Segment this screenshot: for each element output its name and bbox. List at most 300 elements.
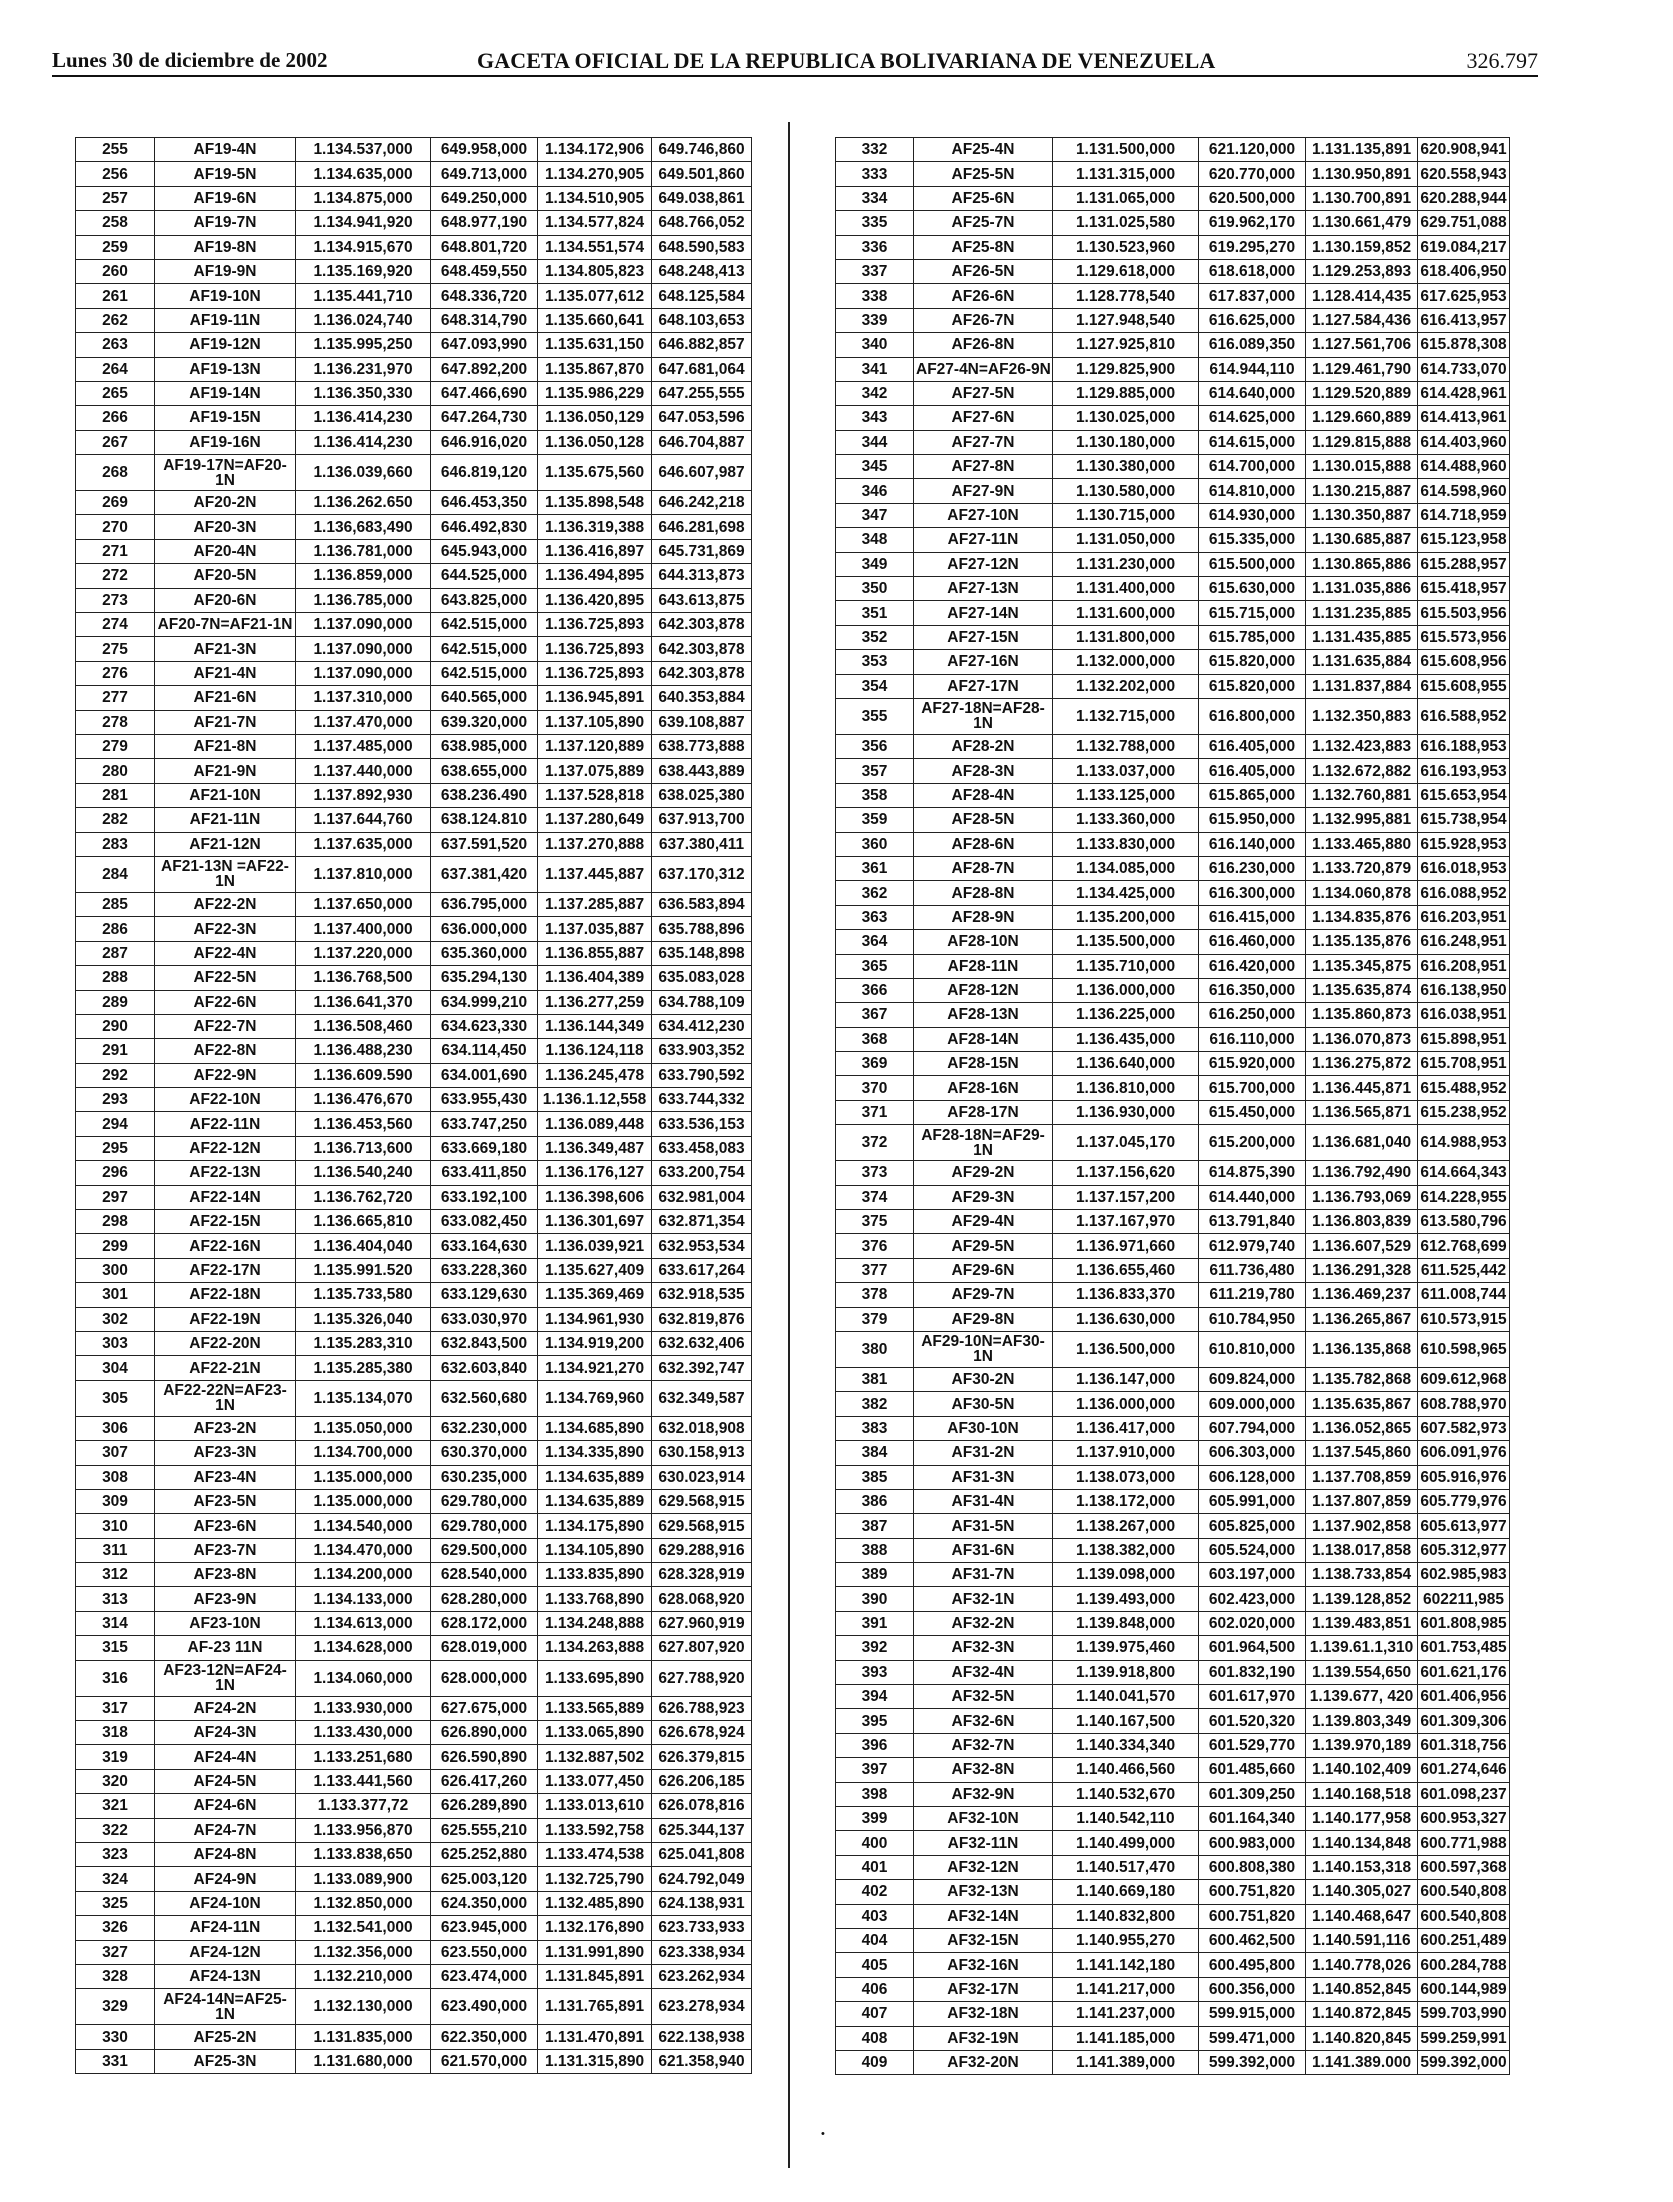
coord-east-converted-cell: 629.288,916 bbox=[652, 1538, 752, 1562]
coord-east-converted-cell: 614.428,961 bbox=[1418, 381, 1510, 405]
coord-north-converted-cell: 1.138.017,858 bbox=[1306, 1538, 1418, 1562]
coord-east-cell: 620.770,000 bbox=[1199, 162, 1306, 186]
coord-north-converted-cell: 1.136.445,871 bbox=[1306, 1076, 1418, 1100]
vertex-name-cell: AF28-18N=AF29-1N bbox=[914, 1125, 1053, 1161]
coord-north-converted-cell: 1.134.577,824 bbox=[538, 211, 652, 235]
vertex-name-cell: AF22-16N bbox=[155, 1234, 296, 1258]
coord-east-converted-cell: 616.188,953 bbox=[1418, 734, 1510, 758]
table-row bbox=[76, 832, 752, 856]
table-row bbox=[836, 552, 1510, 576]
row-number-cell: 341 bbox=[836, 357, 914, 381]
coord-east-converted-cell: 614.598,960 bbox=[1418, 479, 1510, 503]
coord-north-cell: 1.130.523,960 bbox=[1053, 235, 1199, 259]
row-number-cell: 376 bbox=[836, 1234, 914, 1258]
row-number-cell: 294 bbox=[76, 1112, 155, 1136]
coord-east-converted-cell: 633.617,264 bbox=[652, 1258, 752, 1282]
coord-east-converted-cell: 601.753,485 bbox=[1418, 1636, 1510, 1660]
coord-north-converted-cell: 1.140.872,845 bbox=[1306, 2002, 1418, 2026]
coord-east-converted-cell: 605.613,977 bbox=[1418, 1514, 1510, 1538]
table-row bbox=[76, 1818, 752, 1842]
row-number-cell: 311 bbox=[76, 1538, 155, 1562]
coord-north-converted-cell: 1.135.867,870 bbox=[538, 357, 652, 381]
coord-east-cell: 624.350,000 bbox=[431, 1891, 538, 1915]
coord-north-converted-cell: 1.140.852,845 bbox=[1306, 1977, 1418, 2001]
vertex-name-cell: AF31-6N bbox=[914, 1538, 1053, 1562]
coord-east-converted-cell: 626.206,185 bbox=[652, 1769, 752, 1793]
row-number-cell: 308 bbox=[76, 1465, 155, 1489]
coord-north-cell: 1.131.050,000 bbox=[1053, 528, 1199, 552]
coord-north-cell: 1.138.172,000 bbox=[1053, 1489, 1199, 1513]
coord-north-cell: 1.132.850,000 bbox=[296, 1891, 431, 1915]
coord-east-converted-cell: 632.018,908 bbox=[652, 1416, 752, 1440]
coord-east-cell: 616.250,000 bbox=[1199, 1003, 1306, 1027]
row-number-cell: 393 bbox=[836, 1660, 914, 1684]
table-row bbox=[76, 515, 752, 539]
row-number-cell: 263 bbox=[76, 333, 155, 357]
coord-north-cell: 1.136.630,000 bbox=[1053, 1307, 1199, 1331]
row-number-cell: 361 bbox=[836, 856, 914, 880]
coord-north-cell: 1.139.975,460 bbox=[1053, 1636, 1199, 1660]
coord-east-cell: 623.550,000 bbox=[431, 1940, 538, 1964]
coord-east-converted-cell: 601.621,176 bbox=[1418, 1660, 1510, 1684]
coord-north-cell: 1.131.800,000 bbox=[1053, 625, 1199, 649]
coord-east-cell: 605.825,000 bbox=[1199, 1514, 1306, 1538]
row-number-cell: 398 bbox=[836, 1782, 914, 1806]
coord-north-cell: 1.130.380,000 bbox=[1053, 455, 1199, 479]
coord-north-converted-cell: 1.129.253,893 bbox=[1306, 259, 1418, 283]
coord-east-cell: 607.794,000 bbox=[1199, 1416, 1306, 1440]
vertex-name-cell: AF23-7N bbox=[155, 1538, 296, 1562]
coord-east-converted-cell: 623.338,934 bbox=[652, 1940, 752, 1964]
coord-north-converted-cell: 1.134.263,888 bbox=[538, 1636, 652, 1660]
coord-east-cell: 646.492,830 bbox=[431, 515, 538, 539]
row-number-cell: 352 bbox=[836, 625, 914, 649]
coord-east-converted-cell: 643.613,875 bbox=[652, 588, 752, 612]
coord-north-converted-cell: 1.136.398,606 bbox=[538, 1185, 652, 1209]
coord-east-converted-cell: 601.098,237 bbox=[1418, 1782, 1510, 1806]
coord-north-converted-cell: 1.132.672,882 bbox=[1306, 759, 1418, 783]
coord-east-converted-cell: 600.144,989 bbox=[1418, 1977, 1510, 2001]
vertex-name-cell: AF22-19N bbox=[155, 1307, 296, 1331]
coord-east-converted-cell: 629.568,915 bbox=[652, 1489, 752, 1513]
vertex-name-cell: AF28-11N bbox=[914, 954, 1053, 978]
header-date: Lunes 30 de diciembre de 2002 bbox=[52, 48, 328, 72]
coord-east-converted-cell: 646.281,698 bbox=[652, 515, 752, 539]
coord-north-converted-cell: 1.130.015,888 bbox=[1306, 455, 1418, 479]
table-row bbox=[76, 1380, 752, 1416]
coord-north-cell: 1.139.493,000 bbox=[1053, 1587, 1199, 1611]
coord-east-converted-cell: 625.344,137 bbox=[652, 1818, 752, 1842]
coord-north-converted-cell: 1.131.035,886 bbox=[1306, 577, 1418, 601]
coord-north-cell: 1.140.542,110 bbox=[1053, 1807, 1199, 1831]
table-row bbox=[76, 1088, 752, 1112]
coord-east-cell: 629.780,000 bbox=[431, 1489, 538, 1513]
table-row bbox=[836, 601, 1510, 625]
coord-east-cell: 612.979,740 bbox=[1199, 1234, 1306, 1258]
row-number-cell: 383 bbox=[836, 1416, 914, 1440]
row-number-cell: 390 bbox=[836, 1587, 914, 1611]
table-row bbox=[76, 1721, 752, 1745]
table-row bbox=[76, 333, 752, 357]
vertex-name-cell: AF23-12N=AF24-1N bbox=[155, 1660, 296, 1696]
table-row bbox=[76, 1210, 752, 1234]
coord-east-cell: 605.524,000 bbox=[1199, 1538, 1306, 1562]
table-row bbox=[836, 1441, 1510, 1465]
coord-north-converted-cell: 1.137.035,887 bbox=[538, 917, 652, 941]
row-number-cell: 360 bbox=[836, 832, 914, 856]
vertex-name-cell: AF32-12N bbox=[914, 1855, 1053, 1879]
vertex-name-cell: AF20-6N bbox=[155, 588, 296, 612]
vertex-name-cell: AF27-16N bbox=[914, 650, 1053, 674]
row-number-cell: 309 bbox=[76, 1489, 155, 1513]
coord-east-converted-cell: 649.746,860 bbox=[652, 138, 752, 162]
coord-north-converted-cell: 1.129.660,889 bbox=[1306, 406, 1418, 430]
row-number-cell: 348 bbox=[836, 528, 914, 552]
coord-east-cell: 601.485,660 bbox=[1199, 1758, 1306, 1782]
coord-north-cell: 1.136.225,000 bbox=[1053, 1003, 1199, 1027]
coord-north-converted-cell: 1.130.159,852 bbox=[1306, 235, 1418, 259]
coord-east-converted-cell: 601.406,956 bbox=[1418, 1685, 1510, 1709]
row-number-cell: 302 bbox=[76, 1307, 155, 1331]
coord-east-converted-cell: 600.540,808 bbox=[1418, 1880, 1510, 1904]
coord-north-converted-cell: 1.128.414,435 bbox=[1306, 284, 1418, 308]
coord-north-cell: 1.135.500,000 bbox=[1053, 930, 1199, 954]
coord-east-cell: 615.700,000 bbox=[1199, 1076, 1306, 1100]
table-row bbox=[76, 941, 752, 965]
vertex-name-cell: AF29-10N=AF30-1N bbox=[914, 1331, 1053, 1367]
coord-north-converted-cell: 1.136.565,871 bbox=[1306, 1100, 1418, 1124]
table-row bbox=[76, 308, 752, 332]
coord-north-cell: 1.137.157,200 bbox=[1053, 1185, 1199, 1209]
coord-east-cell: 634.001,690 bbox=[431, 1063, 538, 1087]
coord-north-cell: 1.133.830,000 bbox=[1053, 832, 1199, 856]
row-number-cell: 403 bbox=[836, 1904, 914, 1928]
coord-east-converted-cell: 636.583,894 bbox=[652, 892, 752, 916]
coord-east-converted-cell: 623.262,934 bbox=[652, 1964, 752, 1988]
row-number-cell: 402 bbox=[836, 1880, 914, 1904]
table-row bbox=[76, 1794, 752, 1818]
coord-north-cell: 1.135.710,000 bbox=[1053, 954, 1199, 978]
vertex-name-cell: AF28-12N bbox=[914, 978, 1053, 1002]
coord-north-cell: 1.131.400,000 bbox=[1053, 577, 1199, 601]
coord-east-cell: 610.784,950 bbox=[1199, 1307, 1306, 1331]
vertex-name-cell: AF19-14N bbox=[155, 381, 296, 405]
row-number-cell: 257 bbox=[76, 186, 155, 210]
coord-north-cell: 1.132.356,000 bbox=[296, 1940, 431, 1964]
row-number-cell: 271 bbox=[76, 539, 155, 563]
row-number-cell: 331 bbox=[76, 2049, 155, 2073]
coord-east-cell: 628.540,000 bbox=[431, 1563, 538, 1587]
table-row bbox=[76, 1989, 752, 2025]
row-number-cell: 267 bbox=[76, 430, 155, 454]
coord-north-cell: 1.134.915,670 bbox=[296, 235, 431, 259]
coord-east-cell: 615.820,000 bbox=[1199, 674, 1306, 698]
coord-north-cell: 1.135.991.520 bbox=[296, 1258, 431, 1282]
table-row bbox=[836, 674, 1510, 698]
coord-north-converted-cell: 1.130.865,886 bbox=[1306, 552, 1418, 576]
coord-north-converted-cell: 1.140.468,647 bbox=[1306, 1904, 1418, 1928]
coord-east-cell: 614.944,110 bbox=[1199, 357, 1306, 381]
table-row bbox=[76, 1587, 752, 1611]
coord-north-converted-cell: 1.135.369,469 bbox=[538, 1283, 652, 1307]
vertex-name-cell: AF26-6N bbox=[914, 284, 1053, 308]
vertex-name-cell: AF28-4N bbox=[914, 783, 1053, 807]
vertex-name-cell: AF22-4N bbox=[155, 941, 296, 965]
coord-north-converted-cell: 1.133.695,890 bbox=[538, 1660, 652, 1696]
coord-north-cell: 1.134.537,000 bbox=[296, 138, 431, 162]
coord-north-converted-cell: 1.137.105,890 bbox=[538, 710, 652, 734]
coord-east-cell: 637.591,520 bbox=[431, 832, 538, 856]
coord-east-converted-cell: 620.558,943 bbox=[1418, 162, 1510, 186]
coord-east-cell: 616.405,000 bbox=[1199, 759, 1306, 783]
coord-north-converted-cell: 1.137.902,858 bbox=[1306, 1514, 1418, 1538]
row-number-cell: 268 bbox=[76, 455, 155, 491]
table-row bbox=[836, 333, 1510, 357]
coord-east-cell: 633.129,630 bbox=[431, 1283, 538, 1307]
vertex-name-cell: AF27-5N bbox=[914, 381, 1053, 405]
coord-east-cell: 625.252,880 bbox=[431, 1843, 538, 1867]
coord-east-cell: 626.890,000 bbox=[431, 1721, 538, 1745]
coord-east-cell: 601.529,770 bbox=[1199, 1733, 1306, 1757]
table-row bbox=[836, 1331, 1510, 1367]
column-divider bbox=[788, 122, 790, 2168]
table-row bbox=[76, 1136, 752, 1160]
coord-east-converted-cell: 617.625,953 bbox=[1418, 284, 1510, 308]
coord-north-converted-cell: 1.132.887,502 bbox=[538, 1745, 652, 1769]
table-row bbox=[76, 455, 752, 491]
vertex-name-cell: AF29-6N bbox=[914, 1258, 1053, 1282]
coord-east-cell: 646.453,350 bbox=[431, 491, 538, 515]
coord-north-converted-cell: 1.134.172,906 bbox=[538, 138, 652, 162]
table-row bbox=[836, 1392, 1510, 1416]
coord-east-converted-cell: 632.632,406 bbox=[652, 1331, 752, 1355]
table-row bbox=[836, 2050, 1510, 2074]
table-row bbox=[836, 455, 1510, 479]
coord-north-converted-cell: 1.136.469,237 bbox=[1306, 1283, 1418, 1307]
coord-east-converted-cell: 633.903,352 bbox=[652, 1039, 752, 1063]
vertex-name-cell: AF20-7N=AF21-1N bbox=[155, 613, 296, 637]
coord-north-cell: 1.140.334,340 bbox=[1053, 1733, 1199, 1757]
row-number-cell: 404 bbox=[836, 1928, 914, 1952]
coord-east-converted-cell: 637.913,700 bbox=[652, 808, 752, 832]
table-row bbox=[76, 1465, 752, 1489]
coord-east-converted-cell: 642.303,878 bbox=[652, 661, 752, 685]
coord-north-converted-cell: 1.130.350,887 bbox=[1306, 503, 1418, 527]
coord-north-cell: 1.136.859,000 bbox=[296, 564, 431, 588]
table-row bbox=[76, 1940, 752, 1964]
vertex-name-cell: AF29-4N bbox=[914, 1210, 1053, 1234]
vertex-name-cell: AF28-16N bbox=[914, 1076, 1053, 1100]
row-number-cell: 292 bbox=[76, 1063, 155, 1087]
row-number-cell: 326 bbox=[76, 1916, 155, 1940]
row-number-cell: 310 bbox=[76, 1514, 155, 1538]
coord-east-converted-cell: 600.597,368 bbox=[1418, 1855, 1510, 1879]
coord-east-cell: 648.336,720 bbox=[431, 284, 538, 308]
table-row bbox=[76, 1039, 752, 1063]
coord-east-converted-cell: 614.413,961 bbox=[1418, 406, 1510, 430]
coord-east-converted-cell: 615.503,956 bbox=[1418, 601, 1510, 625]
row-number-cell: 391 bbox=[836, 1611, 914, 1635]
coord-north-cell: 1.140.499,000 bbox=[1053, 1831, 1199, 1855]
row-number-cell: 266 bbox=[76, 406, 155, 430]
coord-north-cell: 1.138.267,000 bbox=[1053, 1514, 1199, 1538]
coord-north-converted-cell: 1.135.345,875 bbox=[1306, 954, 1418, 978]
coord-east-cell: 602.020,000 bbox=[1199, 1611, 1306, 1635]
coord-east-converted-cell: 616.588,952 bbox=[1418, 698, 1510, 734]
coord-north-cell: 1.136.000,000 bbox=[1053, 1392, 1199, 1416]
table-row bbox=[836, 1100, 1510, 1124]
vertex-name-cell: AF24-14N=AF25-1N bbox=[155, 1989, 296, 2025]
table-row bbox=[836, 162, 1510, 186]
row-number-cell: 369 bbox=[836, 1052, 914, 1076]
coord-north-converted-cell: 1.136.135,868 bbox=[1306, 1331, 1418, 1367]
coord-east-converted-cell: 622.138,938 bbox=[652, 2025, 752, 2049]
vertex-name-cell: AF23-10N bbox=[155, 1611, 296, 1635]
coord-east-converted-cell: 620.908,941 bbox=[1418, 138, 1510, 162]
coord-east-cell: 622.350,000 bbox=[431, 2025, 538, 2049]
coord-east-cell: 614.700,000 bbox=[1199, 455, 1306, 479]
coord-north-cell: 1.136.350,330 bbox=[296, 381, 431, 405]
row-number-cell: 346 bbox=[836, 479, 914, 503]
coord-east-cell: 632.603,840 bbox=[431, 1356, 538, 1380]
coord-north-cell: 1.136.476,670 bbox=[296, 1088, 431, 1112]
coord-north-cell: 1.129.885,000 bbox=[1053, 381, 1199, 405]
coord-east-cell: 614.615,000 bbox=[1199, 430, 1306, 454]
row-number-cell: 334 bbox=[836, 186, 914, 210]
coord-north-converted-cell: 1.139.677, 420 bbox=[1306, 1685, 1418, 1709]
vertex-name-cell: AF24-10N bbox=[155, 1891, 296, 1915]
coord-north-converted-cell: 1.136.681,040 bbox=[1306, 1125, 1418, 1161]
coord-north-converted-cell: 1.135.986,229 bbox=[538, 381, 652, 405]
coord-east-converted-cell: 630.023,914 bbox=[652, 1465, 752, 1489]
coord-north-converted-cell: 1.139.61.1,310 bbox=[1306, 1636, 1418, 1660]
coord-east-cell: 627.675,000 bbox=[431, 1696, 538, 1720]
coord-east-converted-cell: 615.418,957 bbox=[1418, 577, 1510, 601]
coord-east-converted-cell: 614.664,343 bbox=[1418, 1161, 1510, 1185]
vertex-name-cell: AF21-3N bbox=[155, 637, 296, 661]
row-number-cell: 300 bbox=[76, 1258, 155, 1282]
coord-north-converted-cell: 1.139.483,851 bbox=[1306, 1611, 1418, 1635]
table-row bbox=[836, 1782, 1510, 1806]
coord-north-converted-cell: 1.136.070,873 bbox=[1306, 1027, 1418, 1051]
coord-east-converted-cell: 624.792,049 bbox=[652, 1867, 752, 1891]
row-number-cell: 278 bbox=[76, 710, 155, 734]
table-row bbox=[836, 406, 1510, 430]
coord-north-cell: 1.131.500,000 bbox=[1053, 138, 1199, 162]
vertex-name-cell: AF27-12N bbox=[914, 552, 1053, 576]
coord-east-cell: 616.230,000 bbox=[1199, 856, 1306, 880]
coord-east-converted-cell: 638.443,889 bbox=[652, 759, 752, 783]
coord-north-cell: 1.136.540,240 bbox=[296, 1161, 431, 1185]
coord-north-cell: 1.127.925,810 bbox=[1053, 333, 1199, 357]
coord-north-cell: 1.135.000,000 bbox=[296, 1465, 431, 1489]
vertex-name-cell: AF19-4N bbox=[155, 138, 296, 162]
vertex-name-cell: AF28-14N bbox=[914, 1027, 1053, 1051]
coord-north-cell: 1.137.635,000 bbox=[296, 832, 431, 856]
vertex-name-cell: AF32-5N bbox=[914, 1685, 1053, 1709]
table-row bbox=[836, 930, 1510, 954]
vertex-name-cell: AF28-8N bbox=[914, 881, 1053, 905]
row-number-cell: 284 bbox=[76, 856, 155, 892]
table-row bbox=[836, 430, 1510, 454]
coord-north-converted-cell: 1.136.793,069 bbox=[1306, 1185, 1418, 1209]
row-number-cell: 370 bbox=[836, 1076, 914, 1100]
table-row bbox=[836, 1283, 1510, 1307]
coord-north-cell: 1.134.875,000 bbox=[296, 186, 431, 210]
table-row bbox=[76, 917, 752, 941]
table-row bbox=[836, 1234, 1510, 1258]
coord-north-converted-cell: 1.140.591,116 bbox=[1306, 1928, 1418, 1952]
row-number-cell: 375 bbox=[836, 1210, 914, 1234]
table-row bbox=[836, 1125, 1510, 1161]
coord-east-converted-cell: 633.536,153 bbox=[652, 1112, 752, 1136]
table-row bbox=[836, 2002, 1510, 2026]
vertex-name-cell: AF25-6N bbox=[914, 186, 1053, 210]
row-number-cell: 379 bbox=[836, 1307, 914, 1331]
coord-north-cell: 1.137.156,620 bbox=[1053, 1161, 1199, 1185]
vertex-name-cell: AF23-3N bbox=[155, 1441, 296, 1465]
vertex-name-cell: AF28-15N bbox=[914, 1052, 1053, 1076]
coord-east-converted-cell: 629.751,088 bbox=[1418, 211, 1510, 235]
vertex-name-cell: AF28-3N bbox=[914, 759, 1053, 783]
table-row bbox=[836, 759, 1510, 783]
coord-north-converted-cell: 1.140.305,027 bbox=[1306, 1880, 1418, 1904]
table-row bbox=[836, 259, 1510, 283]
row-number-cell: 318 bbox=[76, 1721, 155, 1745]
vertex-name-cell: AF23-2N bbox=[155, 1416, 296, 1440]
coord-east-converted-cell: 633.200,754 bbox=[652, 1161, 752, 1185]
coord-north-cell: 1.133.430,000 bbox=[296, 1721, 431, 1745]
coord-east-cell: 616.300,000 bbox=[1199, 881, 1306, 905]
coord-north-converted-cell: 1.136.319,388 bbox=[538, 515, 652, 539]
vertex-name-cell: AF19-15N bbox=[155, 406, 296, 430]
coord-north-cell: 1.139.848,000 bbox=[1053, 1611, 1199, 1635]
coord-east-converted-cell: 616.413,957 bbox=[1418, 308, 1510, 332]
vertex-name-cell: AF27-9N bbox=[914, 479, 1053, 503]
coord-north-cell: 1.140.532,670 bbox=[1053, 1782, 1199, 1806]
coord-north-cell: 1.132.202,000 bbox=[1053, 674, 1199, 698]
vertex-name-cell: AF22-11N bbox=[155, 1112, 296, 1136]
row-number-cell: 380 bbox=[836, 1331, 914, 1367]
table-row bbox=[76, 1331, 752, 1355]
coord-north-converted-cell: 1.135.860,873 bbox=[1306, 1003, 1418, 1027]
table-row bbox=[76, 1112, 752, 1136]
coord-east-cell: 633.411,850 bbox=[431, 1161, 538, 1185]
coord-north-converted-cell: 1.137.280,649 bbox=[538, 808, 652, 832]
coord-east-cell: 615.785,000 bbox=[1199, 625, 1306, 649]
coord-north-cell: 1.137.485,000 bbox=[296, 734, 431, 758]
coord-north-cell: 1.132.130,000 bbox=[296, 1989, 431, 2025]
coord-north-cell: 1.133.930,000 bbox=[296, 1696, 431, 1720]
row-number-cell: 336 bbox=[836, 235, 914, 259]
coord-east-converted-cell: 635.083,028 bbox=[652, 966, 752, 990]
table-row bbox=[836, 1052, 1510, 1076]
table-row bbox=[76, 357, 752, 381]
coord-east-cell: 647.466,690 bbox=[431, 381, 538, 405]
row-number-cell: 312 bbox=[76, 1563, 155, 1587]
coord-north-converted-cell: 1.133.065,890 bbox=[538, 1721, 652, 1745]
coord-north-cell: 1.136.609.590 bbox=[296, 1063, 431, 1087]
vertex-name-cell: AF28-13N bbox=[914, 1003, 1053, 1027]
row-number-cell: 388 bbox=[836, 1538, 914, 1562]
coord-north-converted-cell: 1.140.168,518 bbox=[1306, 1782, 1418, 1806]
coord-east-converted-cell: 602211,985 bbox=[1418, 1587, 1510, 1611]
row-number-cell: 377 bbox=[836, 1258, 914, 1282]
row-number-cell: 275 bbox=[76, 637, 155, 661]
table-row bbox=[836, 1928, 1510, 1952]
table-row bbox=[836, 1514, 1510, 1538]
coord-north-cell: 1.136.000,000 bbox=[1053, 978, 1199, 1002]
